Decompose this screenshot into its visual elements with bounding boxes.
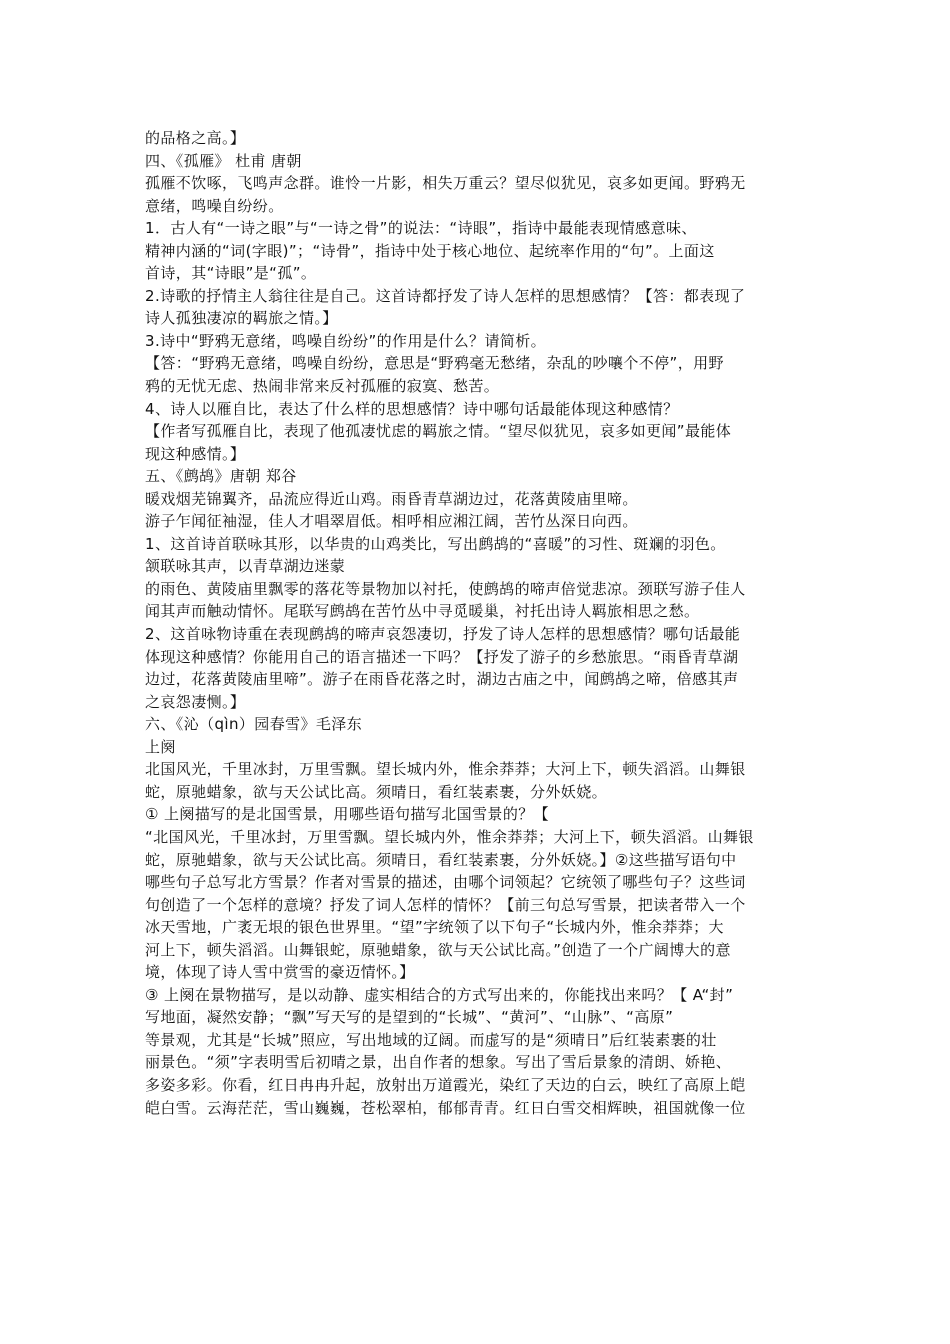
- text-line: 2.诗歌的抒情主人翁往往是自己。这首诗都抒发了诗人怎样的思想感情？【答：都表现了: [145, 286, 746, 305]
- text-line: 暖戏烟芜锦翼齐，品流应得近山鸡。雨昏青草湖边过，花落黄陵庙里啼。: [145, 489, 638, 508]
- text-line: 上阕: [145, 737, 176, 756]
- text-line: 冰天雪地，广袤无垠的银色世界里。“望”字统领了以下句子“长城内外，惟余莽莽；大: [145, 918, 724, 937]
- text-line: 4、诗人以雁自比，表达了什么样的思想感情？诗中哪句话最能体现这种感情？: [145, 399, 679, 418]
- text-line: 六、《沁（qìn）园春雪》毛泽东: [145, 715, 363, 734]
- text-line: 四、《孤雁》 杜甫 唐朝: [145, 151, 302, 170]
- text-line: 写地面，凝然安静；“飘”写天写的是望到的“长城”、“黄河”、“山脉”、“高原”: [145, 1008, 674, 1027]
- text-line: 精神内涵的“词(字眼)”；“诗骨”，指诗中处于核心地位、起统率作用的“句”。上面这: [145, 241, 715, 260]
- text-line: 鸦的无忧无虑、热闹非常来反衬孤雁的寂寞、愁苦。: [145, 377, 500, 396]
- text-line: 蛇，原驰蜡象，欲与天公试比高。须晴日，看红装素裹，分外妖娆。】②这些描写语句中: [145, 850, 737, 869]
- text-line: 2、这首咏物诗重在表现鹧鸪的啼声哀怨凄切，抒发了诗人怎样的思想感情？哪句话最能: [145, 625, 741, 644]
- text-line: 【作者写孤雁自比，表现了他孤凄忧虑的羁旅之情。“望尽似犹见，哀多如更闻”最能体: [145, 422, 732, 441]
- text-line: 边过，花落黄陵庙里啼”。游子在雨昏花落之时，湖边古庙之中，闻鹧鸪之啼，倍感其声: [145, 670, 739, 689]
- text-line: 1、这首诗首联咏其形，以华贵的山鸡类比，写出鹧鸪的“喜暖”的习性、斑斓的羽色。: [145, 534, 726, 553]
- text-line: 皑白雪。云海茫茫，雪山巍巍，苍松翠柏，郁郁青青。红日白雪交相辉映，祖国就像一位: [145, 1098, 746, 1117]
- text-line: 北国风光，千里冰封，万里雪飘。望长城内外，惟余莽莽；大河上下，顿失滔滔。山舞银: [145, 760, 746, 779]
- text-line: 多姿多彩。你看，红日冉冉升起，放射出万道霞光，染红了天边的白云，映红了高原上皑: [145, 1075, 746, 1094]
- text-line: 诗人孤独凄凉的羁旅之情。】: [145, 309, 338, 328]
- text-line: 1．古人有“一诗之眼”与“一诗之骨”的说法：“诗眼”，指诗中最能表现情感意味、: [145, 219, 697, 238]
- text-line: 蛇，原驰蜡象，欲与天公试比高。须晴日，看红装素裹，分外妖娆。: [145, 782, 608, 801]
- text-line: 之哀怨凄恻。】: [145, 692, 246, 711]
- text-line: 3.诗中“野鸦无意绪，鸣噪自纷纷”的作用是什么？请简析。: [145, 331, 547, 350]
- text-line: 河上下，顿失滔滔。山舞银蛇，原驰蜡象，欲与天公试比高。”创造了一个广阔博大的意: [145, 940, 731, 959]
- text-line: ① 上阕描写的是北国雪景，用哪些语句描写北国雪景的？【: [145, 805, 550, 824]
- text-line: 的雨色、黄陵庙里飘零的落花等景物加以衬托，使鹧鸪的啼声倍觉悲凉。颈联写游子佳人: [145, 579, 746, 598]
- text-line: 闻其声而触动情怀。尾联写鹧鸪在苦竹丛中寻觅暖巢，衬托出诗人羁旅相思之愁。: [145, 602, 700, 621]
- text-line: ③ 上阕在景物描写，是以动静、虚实相结合的方式写出来的，你能找出来吗？【 A“封”: [145, 985, 734, 1004]
- text-line: 颔联咏其声，以青草湖边迷蒙: [145, 557, 346, 576]
- text-line: 【答：“野鸦无意绪，鸣噪自纷纷，意思是“野鸦毫无愁绪，杂乱的吵嚷个不停”，用野: [145, 354, 724, 373]
- text-line: 哪些句子总写北方雪景？作者对雪景的描述，由哪个词领起？它统领了哪些句子？这些词: [145, 873, 746, 892]
- text-line: 意绪，鸣噪自纷纷。: [145, 196, 284, 215]
- text-line: 的品格之高。】: [145, 129, 246, 147]
- text-line: 孤雁不饮啄，飞鸣声念群。谁怜一片影，相失万重云？望尽似犹见，哀多如更闻。野鸦无: [145, 174, 746, 193]
- text-line: 现这种感情。】: [145, 444, 246, 463]
- text-line: 首诗，其“诗眼”是“孤”。: [145, 264, 317, 283]
- text-line: “北国风光，千里冰封，万里雪飘。望长城内外，惟余莽莽；大河上下，顿失滔滔。山舞银: [145, 827, 754, 846]
- document-page: [145, 127, 810, 1119]
- text-line: 丽景色。“须”字表明雪后初晴之景，出自作者的想象。写出了雪后景象的清朗、娇艳、: [145, 1053, 732, 1072]
- text-line: 句创造了一个怎样的意境？抒发了词人怎样的情怀？【前三句总写雪景，把读者带入一个: [145, 895, 746, 914]
- text-line: 体现这种感情？你能用自己的语言描述一下吗？【抒发了游子的乡愁旅思。“雨昏青草湖: [145, 647, 739, 666]
- text-line: 境，体现了诗人雪中赏雪的豪迈情怀。】: [145, 963, 415, 982]
- text-line: 五、《鹧鸪》唐朝 郑谷: [145, 467, 297, 486]
- text-line: 等景观，尤其是“长城”照应，写出地域的辽阔。而虚写的是“须晴日”后红装素裹的壮: [145, 1030, 717, 1049]
- text-line: 游子乍闻征袖湿，佳人才唱翠眉低。相呼相应湘江阔，苦竹丛深日向西。: [145, 512, 638, 531]
